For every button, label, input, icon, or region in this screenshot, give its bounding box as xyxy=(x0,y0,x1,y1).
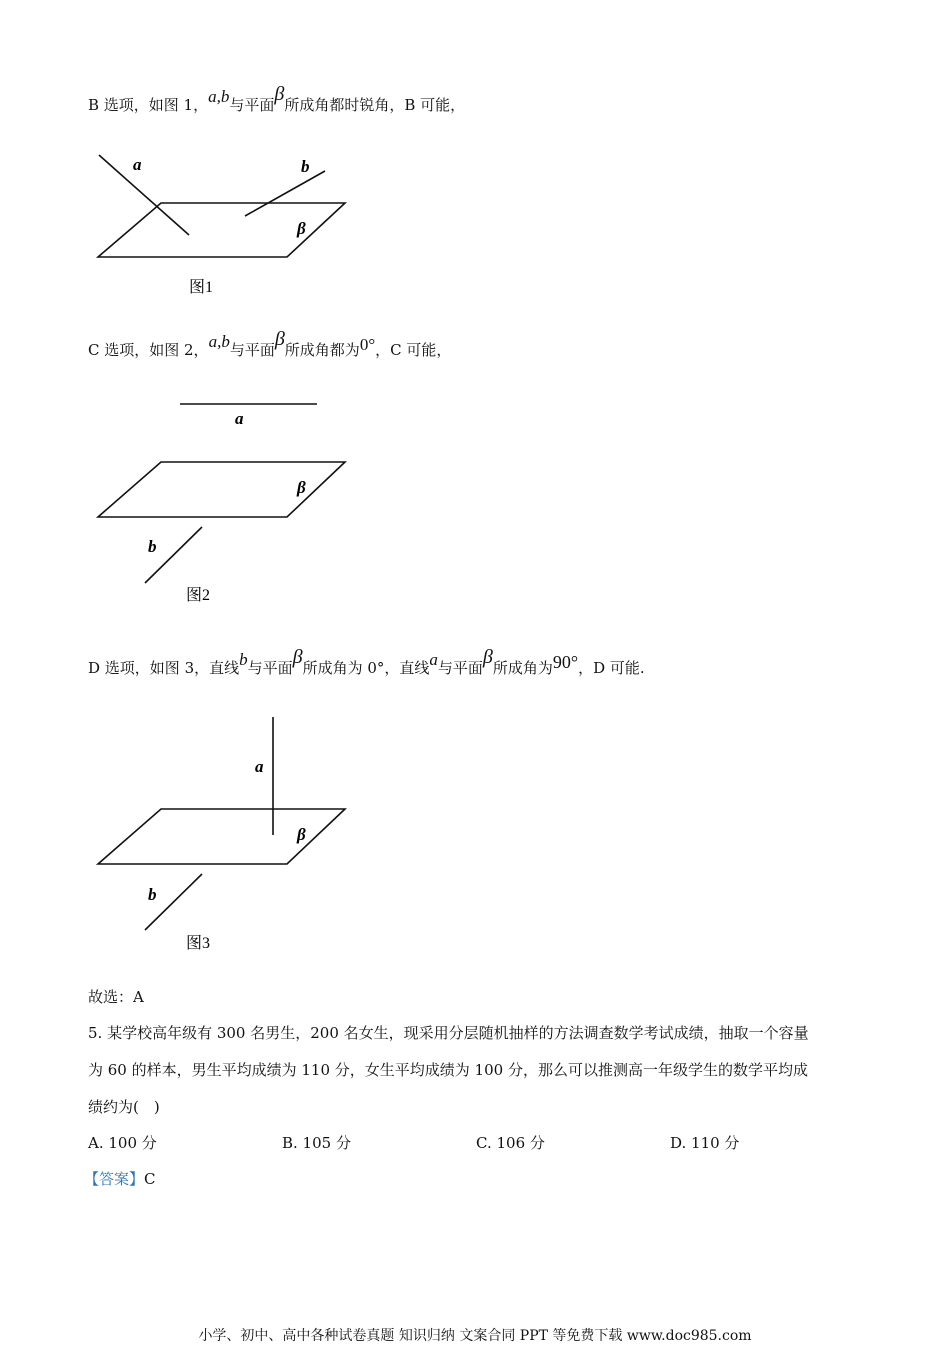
option-d: D. 110 分 xyxy=(670,1134,740,1152)
var-a: a xyxy=(429,650,438,669)
figure-3 xyxy=(85,710,365,955)
label-a-2: a xyxy=(235,409,244,428)
label-beta-3: β xyxy=(297,825,306,844)
conclusion-text: 故选：A xyxy=(88,988,144,1006)
plane-beta-1 xyxy=(98,203,345,257)
var-ab: a,b xyxy=(208,332,230,351)
section-c-text: C 选项，如图 2，a,b与平面β所成角都为0°，C 可能， xyxy=(88,328,452,359)
label-a-3: a xyxy=(255,757,264,776)
figure-1 xyxy=(85,145,365,305)
option-b: B. 105 分 xyxy=(282,1134,351,1152)
figure-2-caption: 图2 xyxy=(186,587,211,604)
answer-value: C xyxy=(144,1170,156,1188)
question5-line3: 绩约为( ) xyxy=(88,1098,160,1116)
figure-2 xyxy=(85,390,365,610)
plane-beta-2 xyxy=(98,462,345,517)
label-beta-2: β xyxy=(297,478,306,497)
label-b-2: b xyxy=(148,537,157,556)
section-d-text: D 选项，如图 3，直线b与平面β所成角为 0°，直线a与平面β所成角为90°，D 可能. xyxy=(88,646,645,677)
page-footer: 小学、初中、高中各种试卷真题 知识归纳 文案合同 PPT 等免费下载 www.doc985.com xyxy=(198,1328,752,1344)
var-b: b xyxy=(239,650,248,669)
var-ab: a,b xyxy=(208,87,230,106)
line-a-1 xyxy=(99,155,189,235)
label-beta-1: β xyxy=(297,219,306,238)
beta-symbol: β xyxy=(274,328,285,350)
answer-label: 【答案】 xyxy=(84,1170,145,1188)
section-b-text: B 选项，如图 1，a,b与平面β所成角都时锐角，B 可能， xyxy=(88,83,466,114)
label-b-3: b xyxy=(148,885,157,904)
angle-value: 90° xyxy=(552,652,579,672)
label-b-1: b xyxy=(301,157,310,176)
beta-symbol: β xyxy=(482,646,493,668)
label-a-1: a xyxy=(133,155,142,174)
answer-line xyxy=(84,1169,156,1189)
question5-line2: 为 60 的样本，男生平均成绩为 110 分，女生平均成绩为 100 分，那么可以推测高一年级学生的数学平均成 xyxy=(88,1061,808,1079)
question5-line1: 5. 某学校高年级有 300 名男生，200 名女生，现采用分层随机抽样的方法调查数学考试成绩，抽取一个容量 xyxy=(88,1024,809,1042)
angle-value: 0° xyxy=(359,335,376,354)
figure-1-caption: 图1 xyxy=(189,279,214,296)
beta-symbol: β xyxy=(274,83,285,105)
plane-beta-3 xyxy=(98,809,345,864)
beta-symbol: β xyxy=(292,646,303,668)
line-b-1 xyxy=(245,171,325,216)
figure-3-caption: 图3 xyxy=(186,935,211,952)
option-c: C. 106 分 xyxy=(476,1134,545,1152)
option-a: A. 100 分 xyxy=(88,1134,157,1152)
